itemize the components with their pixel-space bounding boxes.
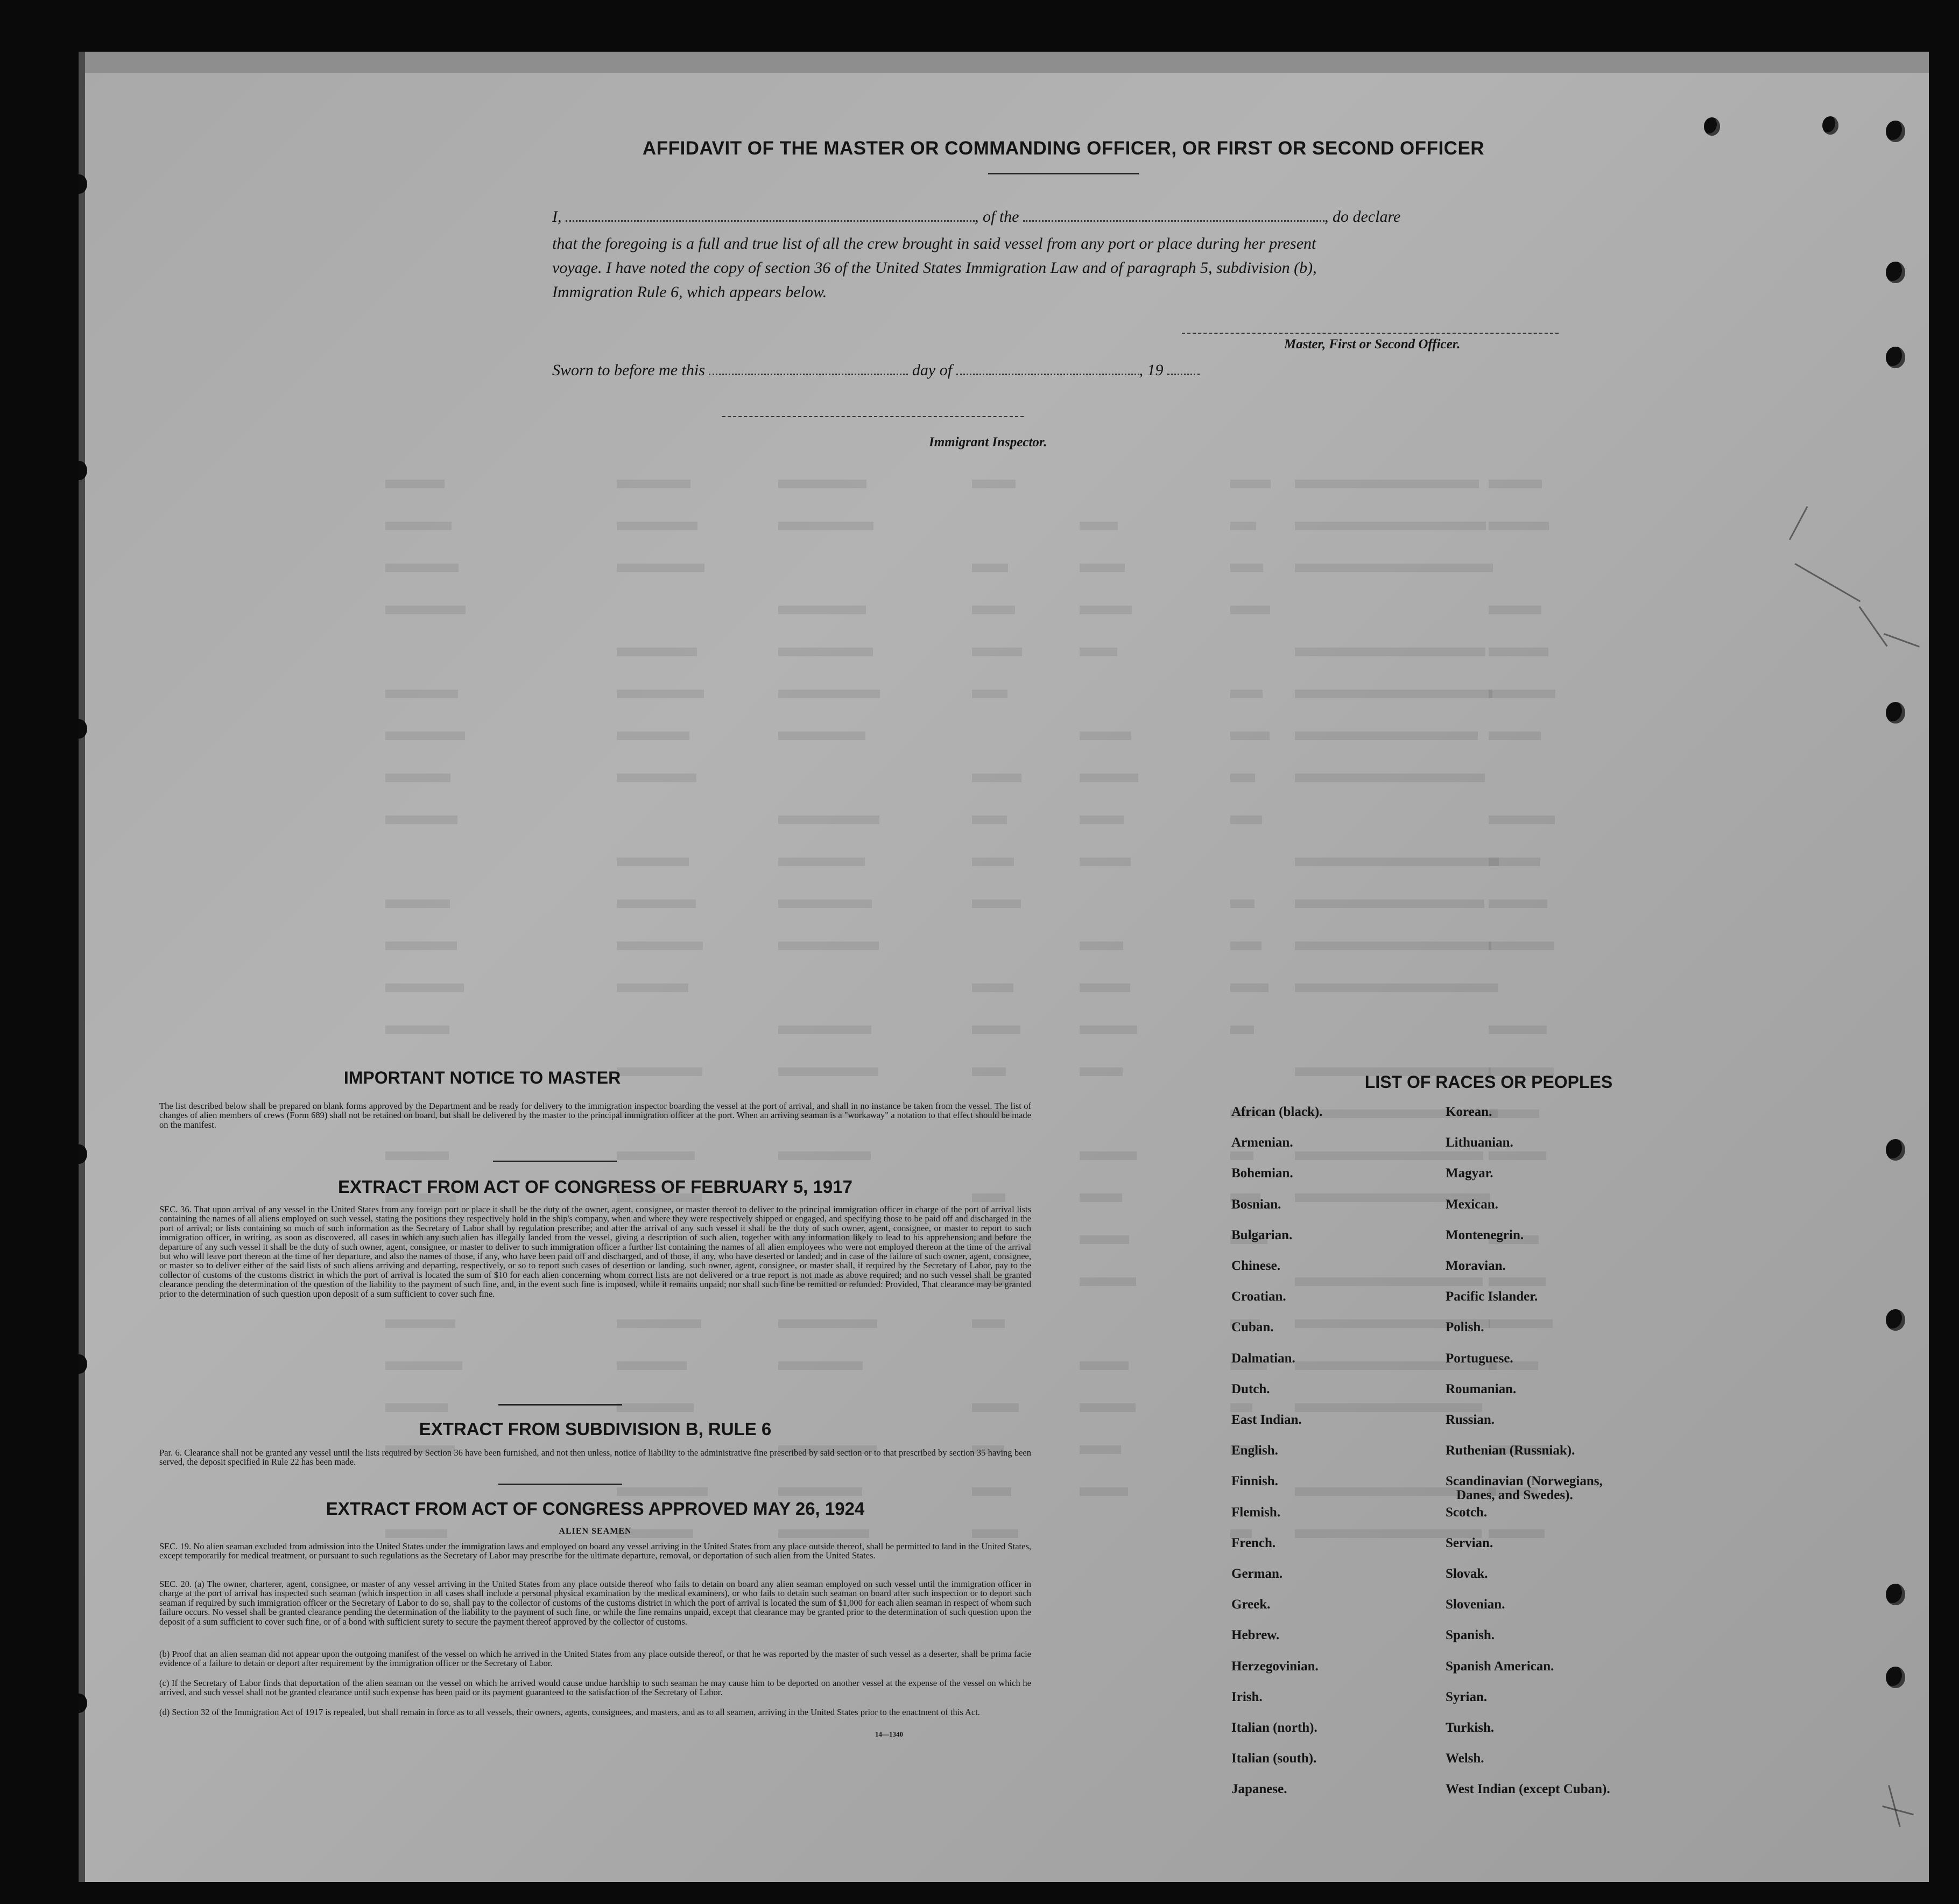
bleed-through-mark: [1489, 606, 1541, 614]
race-item: Moravian.: [1446, 1259, 1506, 1273]
bleed-through-mark: [778, 522, 873, 530]
bleed-through-mark: [1230, 983, 1269, 992]
extract-1924-sec20a: SEC. 20. (a) The owner, charterer, agent, consignee, or master of any vessel arriving in the United States from any place outside thereof who fails to detain on board any alien seaman employed on such vessel until the immigration officer in charge at the port of arrival has inspected such seaman (which inspection in all cases shall include a personal physical examination by the medical examiners), or who fails to detain such seaman on board after such inspection or to deport such seaman if required by such immigration officer or the Secretary of Labor to do so, shall pay to the collector of customs of the customs district in which the port of arrival is located the sum of $1,000 for each alien seaman in respect of whom such failure occurs. No vessel shall be granted clearance pending the determination of the liability to the payment of such fine, or while the fine remains unpaid, except that clearance may be granted prior to the determination of such question upon the deposit of a sum sufficient to cover such fine, or of a bond with sufficient surety to secure the payment thereof approved by the collector of customs.: [159, 1579, 1031, 1627]
bleed-through-mark: [617, 1151, 695, 1160]
bleed-through-mark: [1295, 690, 1492, 698]
bleed-through-mark: [617, 1319, 701, 1328]
bleed-through-mark: [972, 858, 1014, 866]
bleed-through-row: [197, 642, 1838, 666]
bleed-through-mark: [1489, 1151, 1546, 1160]
sworn-line: [552, 361, 1200, 380]
bleed-through-mark: [617, 900, 696, 908]
bleed-through-mark: [778, 1319, 877, 1328]
bleed-through-mark: [778, 1487, 862, 1496]
race-item: Slovenian.: [1446, 1597, 1505, 1612]
bleed-through-mark: [385, 1403, 448, 1412]
bleed-through-mark: [1080, 1487, 1128, 1496]
bleed-through-mark: [385, 732, 465, 740]
race-item: Portuguese.: [1446, 1351, 1513, 1366]
race-item: German.: [1231, 1566, 1283, 1581]
extract-rule6-text: Par. 6. Clearance shall not be granted any vessel until the lists required by Section 36 have been furnished, and not then unless, notice of liability to the administrative fine prescribed by said section or to that prescribed by section 35 having been served, the deposit specified in Rule 22 has been made.: [159, 1448, 1031, 1467]
bleed-through-mark: [1489, 900, 1547, 908]
bleed-through-row: [197, 516, 1838, 540]
bleed-through-mark: [1080, 648, 1117, 656]
race-item: Polish.: [1446, 1320, 1484, 1335]
bleed-through-row: [197, 558, 1838, 582]
bleed-through-row: [197, 1356, 1838, 1380]
bleed-through-mark: [1230, 564, 1263, 572]
bleed-through-mark: [1230, 690, 1263, 698]
bleed-through-row: [197, 1314, 1838, 1338]
bleed-through-mark: [617, 1487, 708, 1496]
bleed-through-mark: [778, 858, 865, 866]
bleed-through-mark: [1489, 1025, 1547, 1034]
bleed-through-mark: [778, 1067, 878, 1076]
race-item: Montenegrin.: [1446, 1227, 1524, 1242]
bleed-through-mark: [1230, 480, 1271, 488]
race-item: Servian.: [1446, 1535, 1493, 1550]
race-item: Roumanian.: [1446, 1381, 1517, 1396]
bleed-through-mark: [1489, 732, 1541, 740]
extract-1924-sec20d: (d) Section 32 of the Immigration Act of 1917 is repealed, but shall remain in force as to all vessels, their owners, agents, consignees, and masters, and as to all seamen, arriving in the United States prior to the enactment of this Act.: [159, 1707, 980, 1717]
affidavit-line-3: voyage. I have noted the copy of section 36 of the United States Immigration Law and of paragraph 5, subdivision (b),: [552, 259, 1317, 277]
bleed-through-mark: [385, 1025, 449, 1034]
bleed-through-mark: [778, 648, 873, 656]
bleed-through-mark: [1230, 942, 1262, 950]
bleed-through-mark: [1080, 1025, 1137, 1034]
race-item: Bulgarian.: [1231, 1227, 1293, 1242]
race-item: Croatian.: [1231, 1289, 1286, 1304]
bleed-through-mark: [617, 858, 689, 866]
bleed-through-mark: [778, 690, 880, 698]
bleed-through-mark: [385, 1361, 462, 1370]
bleed-through-mark: [385, 1151, 449, 1160]
form-number: 14—1340: [875, 1730, 903, 1738]
affidavit-do-declare: , do declare: [1324, 208, 1401, 226]
bleed-through-mark: [385, 942, 457, 950]
bleed-through-mark: [972, 564, 1008, 572]
bleed-through-mark: [972, 1487, 1011, 1496]
bleed-through-mark: [778, 900, 872, 908]
extract-rule6-title: EXTRACT FROM SUBDIVISION B, RULE 6: [419, 1419, 772, 1439]
bleed-through-row: [197, 1020, 1838, 1044]
bleed-through-mark: [972, 690, 1007, 698]
bleed-through-mark: [972, 983, 1013, 992]
race-item: English.: [1231, 1443, 1278, 1458]
bleed-through-mark: [617, 690, 704, 698]
bleed-through-mark: [617, 648, 697, 656]
race-item: Spanish American.: [1446, 1659, 1554, 1674]
extract-1924-title: EXTRACT FROM ACT OF CONGRESS APPROVED MAY 26, 1924: [326, 1499, 865, 1519]
bleed-through-mark: [972, 816, 1007, 824]
bleed-through-mark: [1489, 816, 1555, 824]
bleed-through-mark: [1230, 774, 1255, 782]
bleed-through-row: [197, 936, 1838, 960]
bleed-through-mark: [1080, 564, 1125, 572]
race-item: Irish.: [1231, 1689, 1263, 1704]
race-item: Herzegovinian.: [1231, 1659, 1319, 1674]
bleed-through-row: [197, 894, 1838, 918]
race-item: Italian (north).: [1231, 1720, 1317, 1735]
races-title: LIST OF RACES OR PEOPLES: [1364, 1072, 1613, 1092]
bleed-through-mark: [778, 1025, 871, 1034]
bleed-through-mark: [778, 942, 879, 950]
alien-seamen-subhead: ALIEN SEAMEN: [559, 1527, 632, 1536]
bleed-through-mark: [1080, 858, 1131, 866]
master-signature-line[interactable]: [1182, 332, 1559, 334]
section-rule: [498, 1404, 622, 1406]
bleed-through-mark: [778, 1361, 863, 1370]
race-item: Cuban.: [1231, 1320, 1274, 1335]
bleed-through-mark: [1295, 1277, 1483, 1286]
race-item: Chinese.: [1231, 1259, 1280, 1273]
sworn-year-blank[interactable]: [1167, 362, 1200, 375]
bleed-through-mark: [972, 1025, 1020, 1034]
bleed-through-mark: [1295, 480, 1479, 488]
race-item: Magyar.: [1446, 1166, 1493, 1181]
bleed-through-mark: [617, 774, 696, 782]
bleed-through-mark: [617, 732, 689, 740]
race-item: West Indian (except Cuban).: [1446, 1782, 1610, 1797]
affidavit-line-1: [552, 208, 1400, 226]
bleed-through-mark: [1230, 816, 1262, 824]
race-item: Danes, and Swedes).: [1456, 1488, 1573, 1503]
bleed-through-mark: [1489, 1109, 1539, 1118]
bleed-through-mark: [1080, 983, 1130, 992]
race-item: Dutch.: [1231, 1381, 1270, 1396]
bleed-through-mark: [385, 522, 452, 530]
race-item: Bosnian.: [1231, 1197, 1281, 1212]
bleed-through-mark: [617, 1403, 694, 1412]
bleed-through-mark: [1230, 606, 1270, 614]
inspector-signature-caption: Immigrant Inspector.: [929, 435, 1047, 449]
race-item: Greek.: [1231, 1597, 1271, 1612]
bleed-through-mark: [972, 900, 1021, 908]
bleed-through-mark: [617, 480, 690, 488]
bleed-through-mark: [1295, 774, 1485, 782]
race-item: Scandinavian (Norwegians,: [1446, 1474, 1603, 1489]
bleed-through-mark: [617, 522, 697, 530]
sworn-month-blank[interactable]: [956, 362, 1139, 375]
race-item: Dalmatian.: [1231, 1351, 1295, 1366]
bleed-through-row: [197, 726, 1838, 750]
bleed-through-mark: [1295, 648, 1485, 656]
bleed-through-mark: [1080, 774, 1138, 782]
race-item: Hebrew.: [1231, 1628, 1280, 1643]
bleed-through-mark: [1080, 1235, 1129, 1244]
bleed-through-mark: [1295, 522, 1486, 530]
race-item: Pacific Islander.: [1446, 1289, 1538, 1304]
race-item: Mexican.: [1446, 1197, 1498, 1212]
race-item: African (black).: [1231, 1105, 1323, 1119]
bleed-through-row: [197, 1398, 1838, 1422]
affidavit-title: AFFIDAVIT OF THE MASTER OR COMMANDING OFFICER, OR FIRST OR SECOND OFFICER: [642, 138, 1485, 159]
bleed-through-mark: [778, 480, 866, 488]
bleed-through-mark: [1080, 816, 1124, 824]
bleed-through-mark: [385, 816, 457, 824]
bleed-through-mark: [1080, 942, 1123, 950]
bleed-through-mark: [778, 732, 865, 740]
race-item: Scotch.: [1446, 1505, 1488, 1520]
race-item: Spanish.: [1446, 1628, 1495, 1643]
bleed-through-mark: [385, 606, 466, 614]
affidavit-line-4: Immigration Rule 6, which appears below.: [552, 283, 827, 301]
bleed-through-mark: [1230, 1403, 1252, 1412]
bleed-through-mark: [1230, 1151, 1253, 1160]
race-item: Bohemian.: [1231, 1166, 1293, 1181]
bleed-through-row: [197, 978, 1838, 1002]
bleed-through-mark: [1295, 900, 1484, 908]
bleed-through-mark: [617, 1361, 687, 1370]
bleed-through-mark: [1080, 1151, 1137, 1160]
extract-1917-title: EXTRACT FROM ACT OF CONGRESS OF FEBRUARY 5, 1917: [338, 1177, 852, 1197]
notice-text: The list described below shall be prepared on blank forms approved by the Department and be ready for delivery to the immigration inspector boarding the vessel at the port of arrival, and shall in no instance be taken from the vessel. The list of changes of alien members of crews (Form 689) shall not be retained on board, but shall be delivered by the master to the principal immigration officer at the port. When an arriving seaman is a "workaway" a notation to that effect should be made on the manifest.: [159, 1101, 1031, 1130]
race-item: East Indian.: [1231, 1413, 1302, 1427]
bleed-through-mark: [1080, 1193, 1122, 1202]
bleed-through-mark: [972, 774, 1021, 782]
race-item: Flemish.: [1231, 1505, 1280, 1520]
bleed-through-mark: [972, 1403, 1019, 1412]
race-item: Armenian.: [1231, 1135, 1293, 1150]
bleed-through-mark: [385, 690, 458, 698]
bleed-through-mark: [972, 1067, 1006, 1076]
section-rule: [493, 1161, 617, 1162]
bleed-through-mark: [972, 606, 1015, 614]
extract-1924-sec20b: (b) Proof that an alien seaman did not appear upon the outgoing manifest of the vessel on which he arrived in the United States from any place outside thereof, or that he was reported by the master of such vessel as a deserter, shall be prima facie evidence of a failure to detain or deport after requirement by the immigration officer or the Secretary of Labor.: [159, 1649, 1031, 1669]
extract-1924-sec19: SEC. 19. No alien seaman excluded from admission into the United States under the immigration laws and employed on board any vessel arriving in the United States from any place outside thereof, shall be permitted to land in the United States, except temporarily for medical treatment, or pursuant to such regulations as the Secretary of Labor may prescribe for the ultimate departure, removal, or deportation of such alien from the United States.: [159, 1541, 1031, 1561]
bleed-through-row: [197, 768, 1838, 792]
section-rule: [498, 1484, 622, 1485]
bleed-through-mark: [1080, 1361, 1129, 1370]
affidavit-i-label: I,: [552, 208, 562, 226]
bleed-through-mark: [1295, 1151, 1483, 1160]
bleed-through-mark: [1489, 522, 1549, 530]
bleed-through-mark: [1295, 732, 1478, 740]
bleed-through-mark: [1489, 690, 1555, 698]
bleed-through-mark: [1295, 1403, 1482, 1412]
bleed-through-mark: [1080, 1067, 1123, 1076]
race-item: Lithuanian.: [1446, 1135, 1513, 1150]
bleed-through-mark: [617, 942, 703, 950]
bleed-through-mark: [617, 564, 704, 572]
bleed-through-mark: [385, 480, 445, 488]
bleed-through-row: [197, 810, 1838, 834]
bleed-through-mark: [385, 564, 459, 572]
bleed-through-mark: [778, 606, 866, 614]
race-item: Welsh.: [1446, 1751, 1484, 1766]
race-item: Turkish.: [1446, 1720, 1495, 1735]
bleed-through-mark: [1080, 1445, 1121, 1454]
affidavit-of-the: , of the: [975, 208, 1019, 226]
race-item: Japanese.: [1231, 1782, 1287, 1797]
bleed-through-mark: [385, 774, 450, 782]
bleed-through-mark: [1295, 983, 1498, 992]
bleed-through-mark: [1230, 732, 1270, 740]
year-label: , 19: [1139, 361, 1164, 379]
bleed-through-row: [197, 1146, 1838, 1170]
manifest-page: [79, 52, 1929, 1882]
bleed-through-mark: [385, 1319, 455, 1328]
extract-1924-sec20c: (c) If the Secretary of Labor finds that deportation of the alien seaman on the vessel on which he arrived would cause undue hardship to such seaman he may cause him to be deported on another vessel at the expense of the vessel on which he arrived, and such vessel shall not be granted clearance until such expense has been paid or its payment guaranteed to the satisfaction of the Secretary of Labor.: [159, 1678, 1031, 1698]
title-rule: [988, 173, 1139, 174]
race-item: Slovak.: [1446, 1566, 1488, 1581]
race-item: Korean.: [1446, 1105, 1492, 1119]
sworn-day-blank[interactable]: [709, 362, 908, 375]
affidavit-line-2: that the foregoing is a full and true list of all the crew brought in said vessel from any port or place during her present: [552, 235, 1316, 252]
race-item: Ruthenian (Russniak).: [1446, 1443, 1575, 1458]
race-item: Finnish.: [1231, 1474, 1278, 1489]
bleed-through-mark: [1080, 1277, 1136, 1286]
bleed-through-row: [197, 684, 1838, 708]
bleed-through-mark: [1230, 522, 1256, 530]
notice-title: IMPORTANT NOTICE TO MASTER: [343, 1068, 621, 1087]
bleed-through-mark: [1489, 1529, 1545, 1538]
bleed-through-mark: [1230, 1025, 1254, 1034]
bleed-through-mark: [1489, 480, 1542, 488]
bleed-through-row: [197, 600, 1838, 624]
bleed-through-mark: [1489, 1277, 1546, 1286]
race-item: French.: [1231, 1535, 1276, 1550]
bleed-through-mark: [972, 1319, 1005, 1328]
bleed-through-mark: [1489, 648, 1548, 656]
bleed-through-mark: [1489, 1319, 1553, 1328]
bleed-through-mark: [385, 983, 464, 992]
bleed-through-mark: [1080, 1403, 1136, 1412]
bleed-through-mark: [1489, 942, 1554, 950]
bleed-through-row: [197, 474, 1838, 498]
master-signature-caption: Master, First or Second Officer.: [1284, 337, 1461, 352]
bleed-through-mark: [1295, 942, 1491, 950]
day-of-label: day of: [912, 361, 953, 379]
bleed-through-mark: [1489, 858, 1540, 866]
sworn-label: Sworn to before me this: [552, 361, 705, 379]
extract-1917-text: SEC. 36. That upon arrival of any vessel in the United States from any foreign port or place it shall be the duty of the owner, agent, consignee, or master thereof to deliver to the principal immigration officer in charge of the port of arrival lists containing the names of all aliens employed on such vessel, stating the positions they respectively hold in the ship's company, when and where they were respectively shipped or engaged, and specifying those to be paid off and discharged in the port of arrival; or lists containing so much of such information as the Secretary of Labor shall by regulation prescribe; and after the arrival of any such vessel it shall be the duty of such owner, agent, consignee, or master to report to such immigration officer, in writing, as soon as discovered, all cases in which any such alien has illegally landed from the vessel, giving a description of such alien, together with any information likely to lead to his apprehension; and before the departure of any such vessel it shall be the duty of such owner, agent, consignee, or master to deliver to such immigration officer a further list containing the names of all alien employees who were not employed thereon at the time of the arrival but who will leave port thereon at the time of her departure, and also the names of those, if any, who have been paid off and discharged, and of those, if any, who have deserted or landed; and in case of the failure of such owner, agent, consignee, or master so to deliver either of the said lists of such aliens arriving and departing, respectively, or so to report such cases of desertion or landing, such owner, agent, consignee, or master shall, if required by the Secretary of Labor, pay to the collector of customs of the customs district in which the port of arrival is located the sum of $10 for each alien concerning whom correct lists are not delivered or a true report is not made as above required; and no such vessel shall be granted clearance pending the determination of the question of the liability to the payment of such fine, and, in the event such fine is imposed, while it remains unpaid; nor shall such fine be remitted or refunded: Provided, That clearance may be granted prior to the determination of such question upon deposit of a sum sufficient to cover such fine.: [159, 1204, 1031, 1299]
name-blank[interactable]: [566, 208, 975, 222]
bleed-through-mark: [1080, 732, 1131, 740]
bleed-through-mark: [385, 900, 450, 908]
bleed-through-mark: [778, 816, 879, 824]
bleed-through-mark: [1295, 564, 1493, 572]
bleed-through-mark: [617, 983, 688, 992]
inspector-signature-line[interactable]: [722, 415, 1024, 417]
vessel-blank[interactable]: [1023, 208, 1324, 222]
bleed-through-mark: [1295, 858, 1499, 866]
bleed-through-mark: [778, 1151, 871, 1160]
bleed-through-mark: [972, 648, 1022, 656]
bleed-through-mark: [1230, 900, 1255, 908]
bleed-through-row: [197, 852, 1838, 876]
race-item: Russian.: [1446, 1413, 1495, 1427]
race-item: Italian (south).: [1231, 1751, 1317, 1766]
bleed-through-mark: [972, 480, 1016, 488]
bleed-through-mark: [1080, 606, 1132, 614]
bleed-through-mark: [1080, 522, 1118, 530]
race-item: Syrian.: [1446, 1689, 1488, 1704]
